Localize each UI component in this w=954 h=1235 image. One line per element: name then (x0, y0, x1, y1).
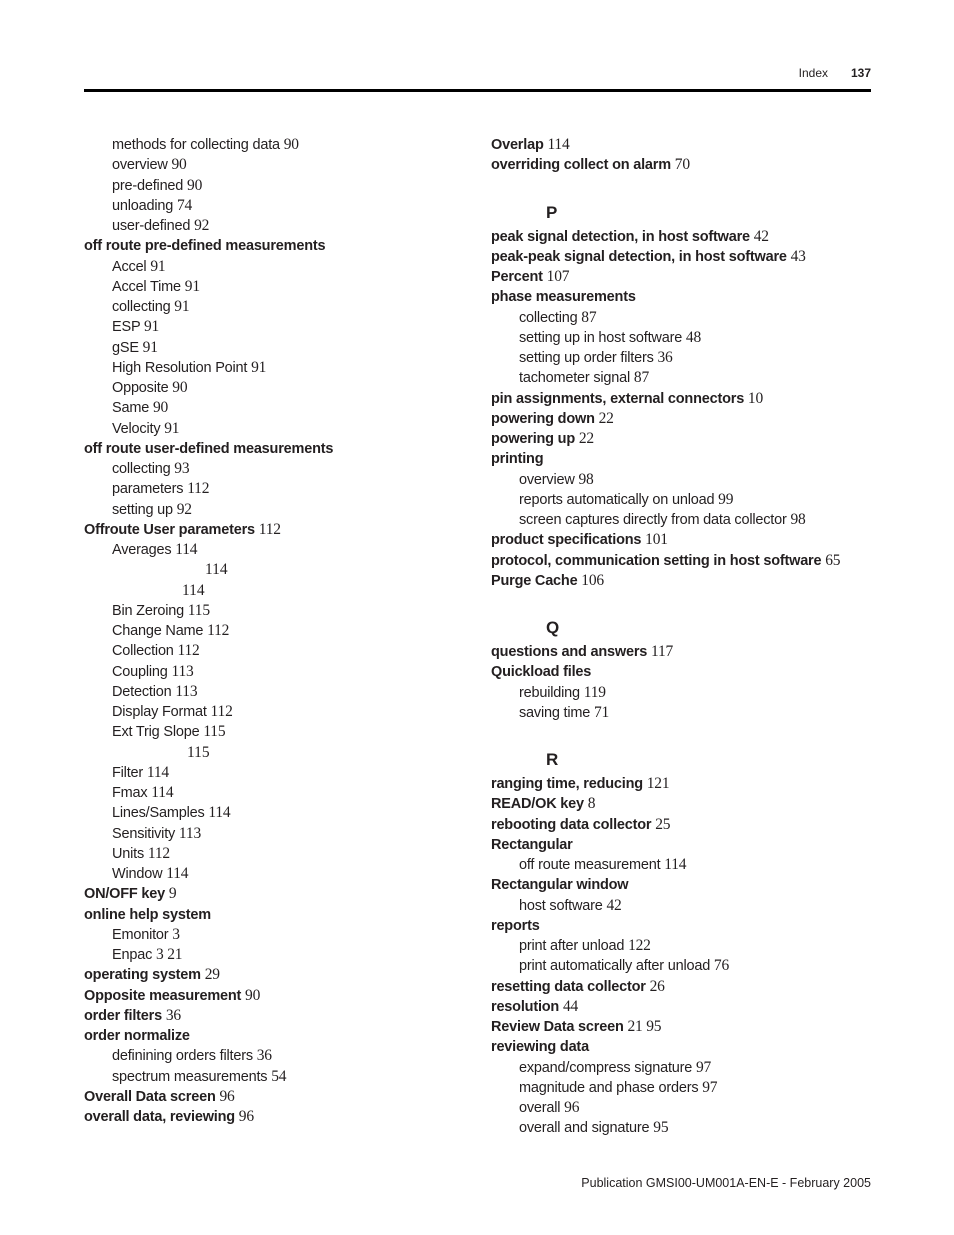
index-term (84, 1107, 474, 1127)
index-term (491, 155, 871, 175)
index-term-text: online help system (84, 906, 211, 923)
index-section-letter: Q (546, 618, 560, 637)
index-subentry-text: parameters (112, 481, 184, 498)
index-section-letter: P (546, 202, 558, 222)
page-reference: 112 (147, 844, 170, 862)
page-reference: 113 (178, 824, 201, 842)
index-term-text: Overlap (491, 137, 544, 153)
page-reference: 112 (207, 622, 230, 639)
index-subentry (84, 925, 474, 945)
index-term (491, 1037, 871, 1057)
page-reference: 98 (578, 470, 594, 488)
page-reference: 90 (152, 399, 169, 417)
page-reference: 114 (664, 856, 687, 873)
page-reference: 22 (578, 430, 594, 447)
header-page-number: 137 (850, 66, 871, 80)
index-subentry (491, 368, 871, 388)
index-subentry (84, 722, 474, 742)
index-term-text: pin assignments, external connectors (491, 390, 745, 407)
page-reference: 22 (598, 409, 614, 427)
index-term-text: rebooting data collector (491, 816, 652, 833)
page-reference: 97 (702, 1078, 718, 1096)
index-term (491, 571, 871, 591)
index-subentry (84, 479, 474, 499)
index-term (491, 247, 871, 267)
index-subentry-text: tachometer signal (519, 370, 631, 387)
index-subentry (84, 864, 474, 884)
page-reference: 96 (219, 1087, 235, 1105)
page-reference: 112 (187, 480, 210, 498)
page-reference: 114 (151, 784, 174, 801)
page-reference: 76 (713, 957, 730, 975)
index-subentry (84, 945, 474, 965)
index-subentry (84, 763, 474, 783)
index-subentry-text: Coupling (112, 663, 168, 680)
page-reference: 91 (142, 338, 158, 356)
section-gap (491, 723, 871, 750)
index-term-text: powering down (491, 410, 595, 427)
index-subentry-text: definining orders filters (112, 1048, 253, 1065)
index-subentry (491, 510, 871, 530)
index-page-continuation: 115 (187, 743, 210, 761)
index-subentry-text: methods for collecting data (112, 137, 280, 153)
index-subentry (491, 1118, 871, 1138)
index-subentry (491, 348, 871, 368)
index-subentry (84, 803, 474, 823)
index-term-text: questions and answers (491, 644, 648, 660)
page-reference: 21 95 (627, 1018, 662, 1035)
index-page-continuation: 114 (182, 581, 205, 599)
index-subentry-text: Fmax (112, 785, 148, 801)
index-subentry (84, 176, 474, 196)
index-term (84, 1087, 474, 1107)
index-subentry (84, 621, 474, 641)
index-subentry (491, 1058, 871, 1078)
index-term (491, 227, 871, 247)
index-subentry (84, 1046, 474, 1066)
index-subentry-text: magnitude and phase orders (519, 1079, 699, 1096)
page-reference: 93 (174, 460, 190, 477)
index-subentry-text: screen captures directly from data collector (519, 512, 787, 528)
index-term-text: powering up (491, 431, 575, 447)
index-term (491, 429, 871, 449)
index-subentry-text: collecting (112, 461, 171, 477)
index-subentry-text: overall (519, 1100, 561, 1116)
index-subentry (84, 662, 474, 682)
index-term (84, 439, 474, 459)
index-subentry (491, 470, 871, 490)
page-reference: 36 (657, 349, 673, 366)
index-term-text: reviewing data (491, 1039, 589, 1056)
page-reference: 112 (258, 520, 281, 538)
index-term (84, 884, 474, 904)
index-term-text: Overall Data screen (84, 1088, 216, 1105)
page-reference: 90 (245, 986, 261, 1004)
page-reference: 74 (176, 196, 193, 214)
index-subentry-text: Filter (112, 764, 144, 781)
index-subentry (491, 308, 871, 328)
index-subentry-text: setting up in host software (519, 329, 683, 346)
page-reference: 90 (171, 156, 187, 174)
page-reference: 114 (166, 865, 189, 882)
page-reference: 43 (790, 247, 806, 265)
index-subentry (84, 155, 474, 175)
page-reference: 98 (790, 511, 806, 528)
index-subentry (491, 855, 871, 875)
page-reference: 113 (175, 682, 198, 700)
index-subentry (84, 216, 474, 236)
page-reference: 44 (562, 997, 579, 1015)
index-term (84, 965, 474, 985)
index-subentry (491, 490, 871, 510)
index-subentry-text: reports automatically on unload (519, 491, 715, 508)
index-term-text: resolution (491, 998, 560, 1015)
page-reference: 3 (172, 925, 180, 943)
index-term-text: ranging time, reducing (491, 776, 643, 792)
index-term (491, 409, 871, 429)
page-reference: 25 (655, 815, 671, 833)
header-rule (84, 89, 871, 92)
index-term-text: Rectangular window (491, 877, 629, 894)
index-subentry (491, 956, 871, 976)
index-term-text: order filters (84, 1007, 162, 1024)
page-reference: 91 (251, 358, 267, 376)
page-reference: 42 (753, 227, 769, 245)
page-reference: 92 (194, 217, 210, 234)
index-subentry (84, 500, 474, 520)
page-reference: 10 (747, 389, 764, 407)
index-term (491, 642, 871, 662)
page-reference: 96 (564, 1099, 580, 1116)
index-term (491, 794, 871, 814)
index-subentry-text: High Resolution Point (112, 359, 248, 376)
index-subentry (84, 398, 474, 418)
index-term-text: operating system (84, 967, 201, 984)
index-subentry (491, 703, 871, 723)
page-header (84, 64, 871, 84)
index-subentry (84, 196, 474, 216)
index-subentry-text: spectrum measurements (112, 1068, 268, 1085)
index-subentry (84, 540, 474, 560)
page-reference: 113 (171, 662, 194, 680)
index-term-text: Percent (491, 269, 543, 285)
page-reference: 71 (593, 703, 610, 721)
index-term-text: product specifications (491, 532, 642, 549)
page-reference: 114 (146, 763, 169, 781)
index-subentry-text: rebuilding (519, 684, 580, 701)
page-reference: 9 (168, 885, 177, 903)
index-term (491, 977, 871, 997)
index-subentry-text: Same (112, 400, 150, 417)
index-term-text: Opposite measurement (84, 987, 242, 1004)
index-subentry-text: print automatically after unload (519, 958, 711, 975)
index-term (84, 986, 474, 1006)
header-section-title: Index (798, 66, 828, 80)
index-subentry (84, 297, 474, 317)
index-subentry-text: ESP (112, 319, 141, 336)
index-subentry (84, 257, 474, 277)
publication-footer: Publication GMSI00-UM001A-EN-E - February 2005 (581, 1176, 871, 1190)
page-reference: 101 (645, 531, 668, 549)
index-subentry-text: Collection (112, 643, 174, 660)
index-subentry-text: expand/compress signature (519, 1059, 693, 1076)
index-subentry (84, 641, 474, 661)
page-reference: 29 (204, 966, 220, 984)
index-subentry-text: Accel Time (112, 278, 181, 295)
index-term-text: printing (491, 451, 544, 468)
section-gap (491, 591, 871, 618)
index-term (491, 815, 871, 835)
index-subentry-text: Accel (112, 258, 147, 275)
page-reference: 122 (628, 937, 651, 954)
page-reference: 115 (203, 723, 226, 741)
page-reference: 97 (695, 1058, 712, 1076)
index-subentry (84, 317, 474, 337)
index-subentry-text: print after unload (519, 938, 625, 954)
index-column-right (491, 135, 871, 1139)
page-reference: 42 (606, 896, 622, 914)
index-subentry-text: overview (112, 157, 168, 174)
index-term (491, 449, 871, 469)
index-term-text: Rectangular (491, 836, 573, 853)
index-subentry (491, 896, 871, 916)
index-subentry (84, 824, 474, 844)
index-subentry (84, 135, 474, 155)
index-subentry-text: saving time (519, 704, 591, 721)
page-reference: 106 (581, 571, 604, 589)
index-subentry (84, 601, 474, 621)
index-subentry (491, 936, 871, 956)
index-term-text: overriding collect on alarm (491, 157, 671, 174)
index-term-text: Review Data screen (491, 1019, 624, 1035)
index-term-text: resetting data collector (491, 978, 646, 995)
index-term (491, 835, 871, 855)
index-term-text: ON/OFF key (84, 886, 165, 903)
index-section-letter: R (546, 750, 559, 769)
page-reference: 48 (685, 328, 702, 346)
index-subentry-text: pre-defined (112, 177, 184, 194)
page-reference: 36 (165, 1006, 181, 1024)
index-term-text: peak signal detection, in host software (491, 228, 750, 245)
index-term-text: Offroute User parameters (84, 521, 255, 538)
index-subentry-text: gSE (112, 339, 139, 356)
index-subentry-text: unloading (112, 197, 174, 214)
index-term-text: phase measurements (491, 289, 636, 306)
index-subentry-text: Lines/Samples (112, 805, 205, 822)
index-subentry-text: off route measurement (519, 857, 661, 873)
index-term (491, 997, 871, 1017)
page-reference: 54 (271, 1067, 287, 1085)
index-subentry-text: host software (519, 897, 603, 914)
page-reference: 114 (175, 541, 198, 558)
page-reference: 8 (587, 795, 596, 813)
page-reference: 96 (238, 1108, 254, 1125)
index-term-text: READ/OK key (491, 796, 584, 813)
page-reference: 90 (172, 379, 188, 396)
index-subentry (491, 1098, 871, 1118)
index-subentry (84, 419, 474, 439)
index-term-text: order normalize (84, 1028, 190, 1044)
index-subentry-text: Sensitivity (112, 825, 176, 842)
index-subentry-text: Change Name (112, 623, 204, 639)
page-reference: 117 (651, 643, 674, 660)
page-reference: 87 (633, 369, 650, 387)
index-subentry (84, 702, 474, 722)
page-reference: 114 (547, 136, 570, 153)
index-term (491, 389, 871, 409)
index-subentry-text: user-defined (112, 218, 191, 234)
page-reference: 121 (646, 775, 670, 792)
index-subentry-text: setting up (112, 501, 173, 518)
index-subentry (491, 683, 871, 703)
page-reference: 114 (208, 804, 231, 822)
page-reference: 112 (177, 642, 200, 660)
index-term (84, 236, 474, 256)
index-term (84, 520, 474, 540)
index-page-continuation: 114 (205, 561, 228, 579)
index-term-text: protocol, communication setting in host software (491, 552, 822, 569)
index-subentry-text: Averages (112, 542, 172, 558)
index-subentry (84, 682, 474, 702)
page-reference: 92 (176, 500, 192, 518)
index-subentry (84, 1067, 474, 1087)
index-subentry-text: Enpac (112, 947, 153, 963)
index-term-text: Quickload files (491, 664, 592, 681)
index-term-text: peak-peak signal detection, in host software (491, 248, 787, 265)
index-term (491, 1017, 871, 1037)
page-reference: 119 (583, 683, 606, 701)
index-subentry-text: Detection (112, 683, 172, 700)
page-reference: 99 (718, 490, 734, 508)
index-subentry-text: Window (112, 866, 163, 882)
index-subentry (84, 378, 474, 398)
page-reference: 95 (653, 1119, 669, 1137)
index-term-text: off route user-defined measurements (84, 440, 334, 457)
index-subentry-text: Display Format (112, 704, 207, 720)
index-subentry-text: setting up order filters (519, 350, 654, 366)
index-term (491, 267, 871, 287)
page-reference: 70 (674, 156, 690, 174)
index-subentry-text: Velocity (112, 420, 161, 437)
page-reference: 91 (144, 318, 160, 336)
page-reference: 90 (283, 136, 299, 153)
index-subentry-text: overview (519, 471, 575, 488)
page-reference: 87 (581, 308, 597, 326)
index-subentry-text: Units (112, 845, 145, 862)
page-reference: 107 (546, 268, 570, 285)
index-subentry (491, 328, 871, 348)
index-subentry (84, 459, 474, 479)
index-subentry-text: Emonitor (112, 926, 169, 943)
index-term (491, 916, 871, 936)
section-gap (491, 176, 871, 203)
index-term (491, 662, 871, 682)
index-term-text: overall data, reviewing (84, 1109, 235, 1125)
index-term (84, 1026, 474, 1046)
index-subentry (491, 1078, 871, 1098)
index-column-left (84, 135, 474, 1127)
index-subentry (84, 338, 474, 358)
index-subentry-text: Opposite (112, 380, 169, 396)
index-subentry-text: Ext Trig Slope (112, 724, 200, 741)
page-reference: 91 (164, 419, 180, 437)
index-subentry-text: overall and signature (519, 1120, 650, 1137)
page-reference: 65 (825, 551, 841, 569)
page-reference: 90 (187, 176, 203, 194)
index-term (491, 551, 871, 571)
index-term (491, 875, 871, 895)
index-term-text: off route pre-defined measurements (84, 238, 326, 255)
index-subentry-text: collecting (519, 309, 578, 326)
index-subentry-text: collecting (112, 299, 171, 315)
page-reference: 91 (184, 277, 200, 295)
page-reference: 91 (174, 298, 190, 315)
page-reference: 91 (150, 257, 166, 275)
page-reference: 115 (187, 601, 210, 619)
page-reference: 112 (210, 703, 233, 720)
index-term (491, 135, 871, 155)
page-reference: 26 (649, 977, 665, 995)
index-term-text: reports (491, 917, 540, 934)
page-reference: 3 21 (155, 946, 183, 963)
index-term-text: Purge Cache (491, 572, 578, 589)
index-subentry-text: Bin Zeroing (112, 602, 184, 619)
index-term (84, 905, 474, 925)
index-term (491, 530, 871, 550)
index-subentry (84, 358, 474, 378)
index-term (491, 287, 871, 307)
index-term (84, 1006, 474, 1026)
page-reference: 36 (256, 1047, 272, 1065)
index-subentry (84, 277, 474, 297)
index-term (491, 774, 871, 794)
index-subentry (84, 783, 474, 803)
index-subentry (84, 844, 474, 864)
